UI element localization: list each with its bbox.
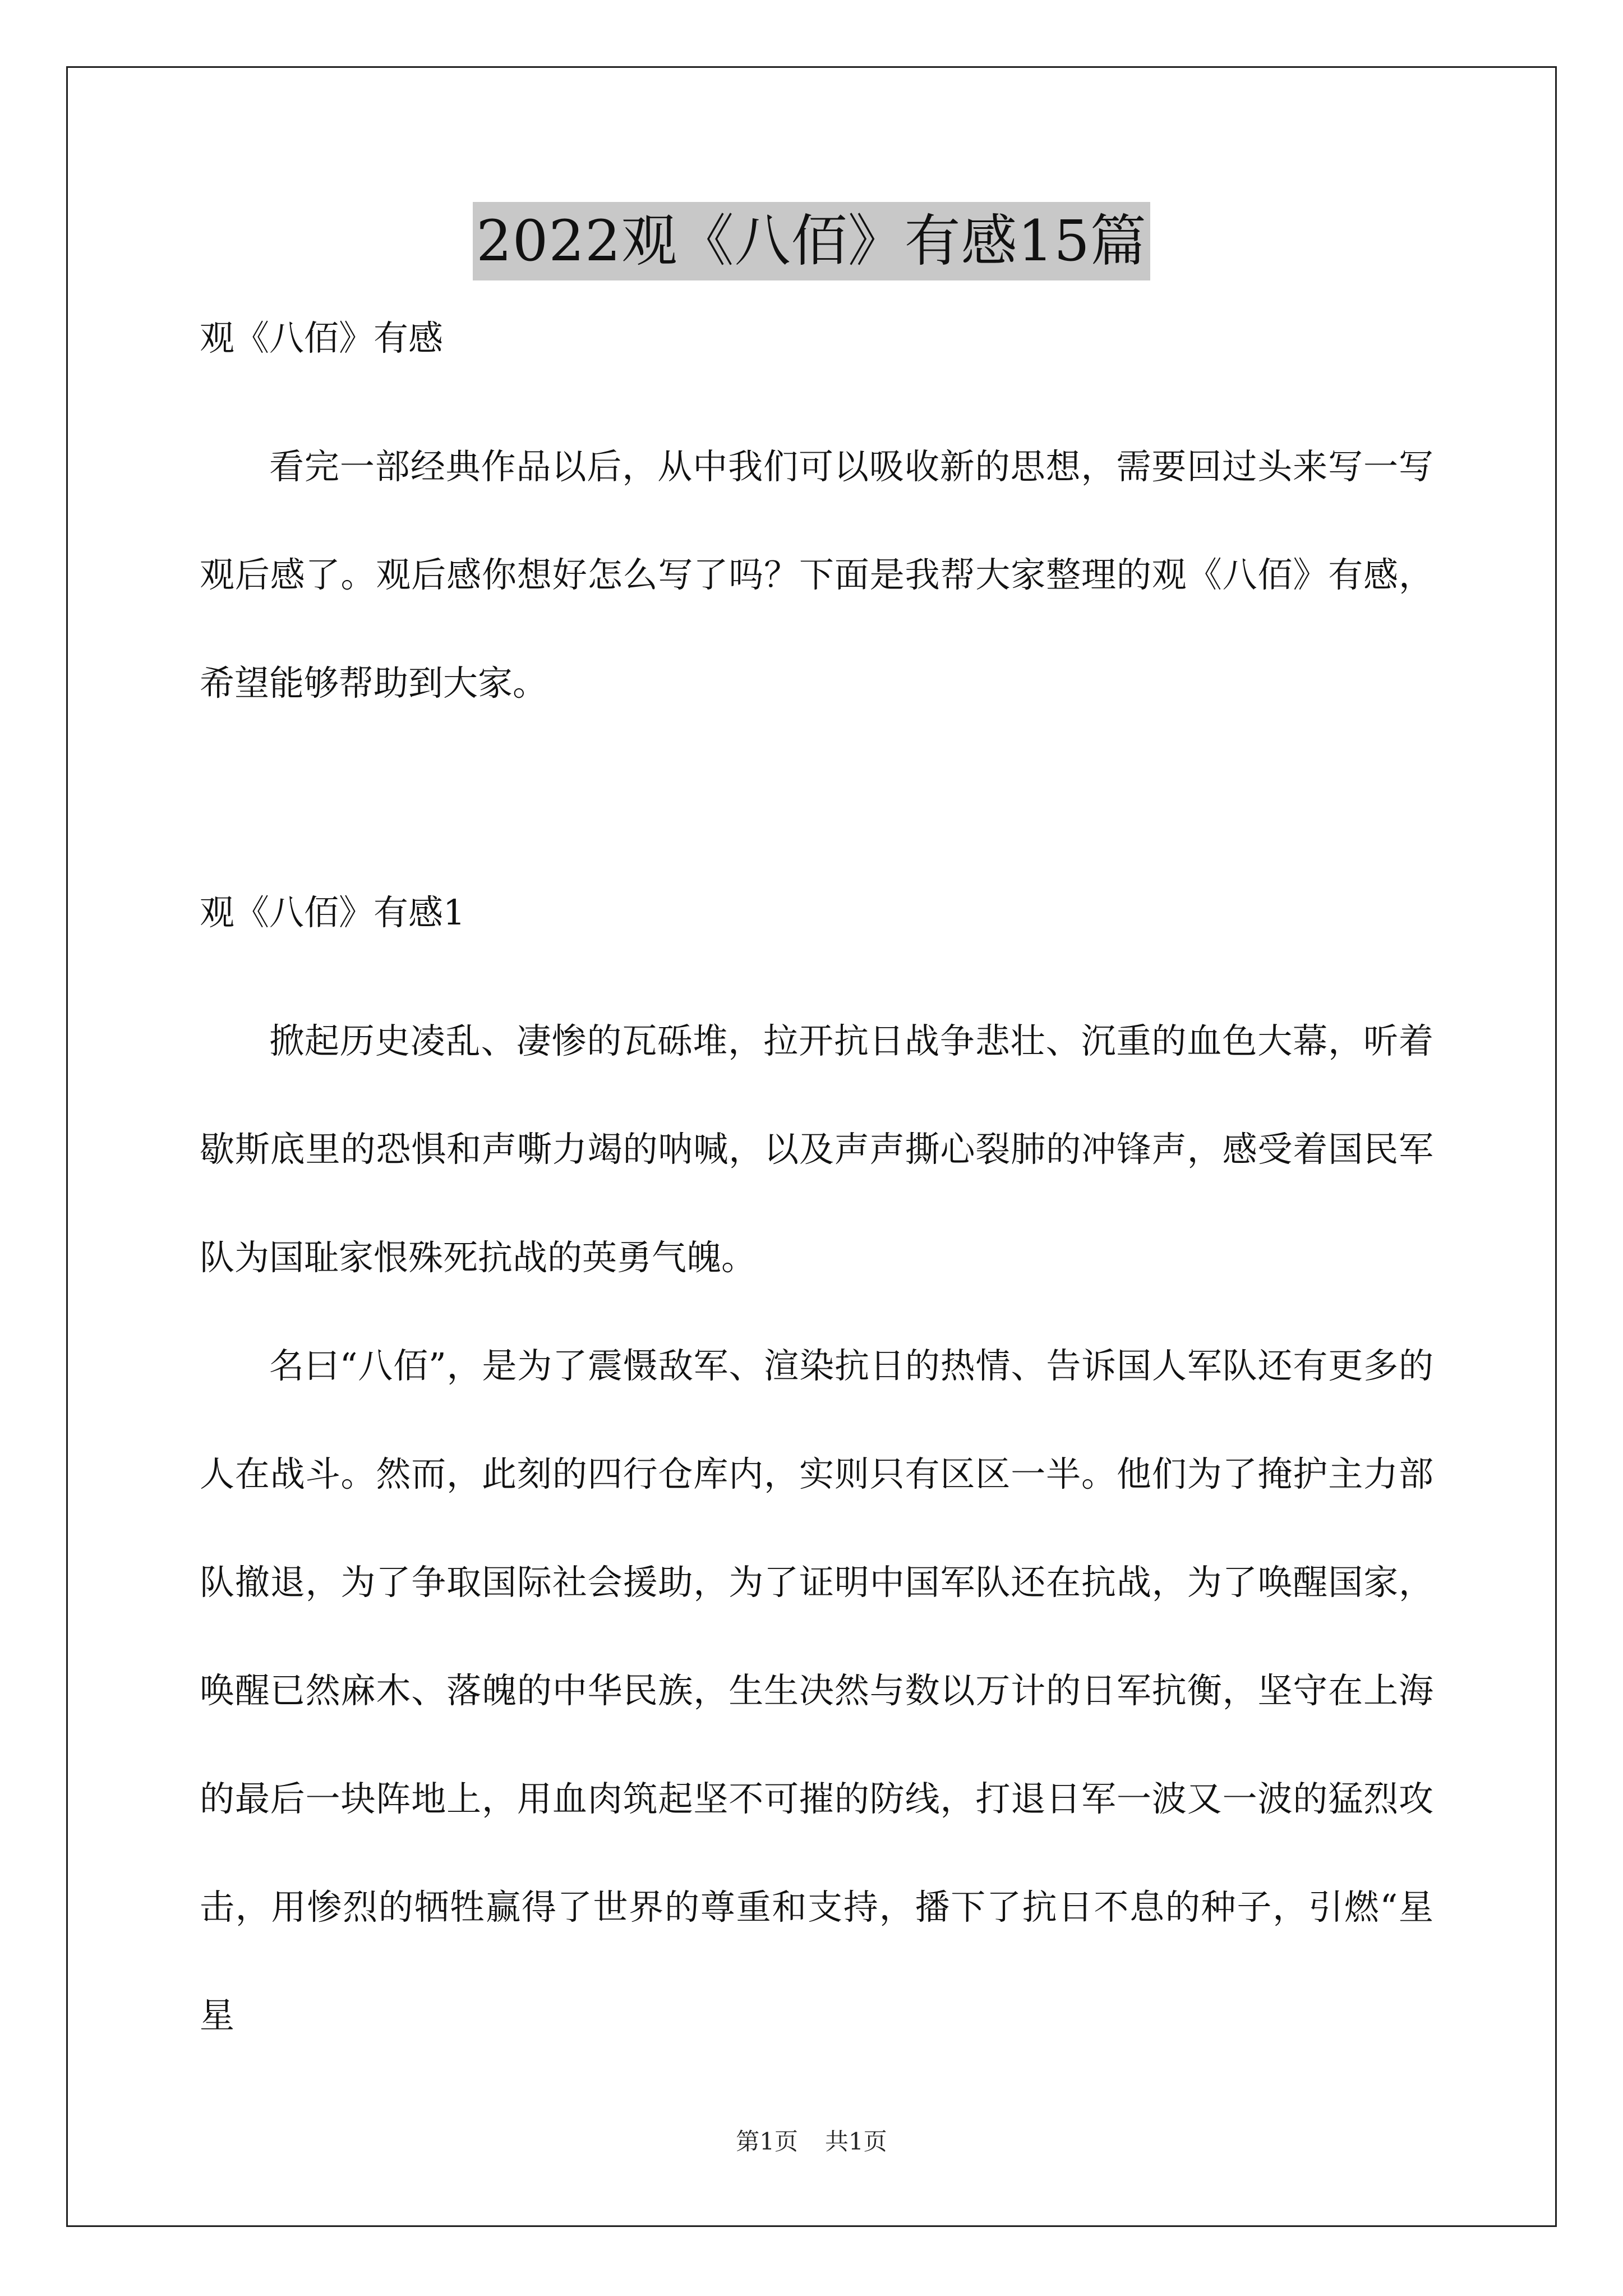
page-footer — [0, 2125, 1623, 2159]
title-container — [0, 202, 1623, 280]
section1-paragraph-1: 掀起历史凌乱、凄惨的瓦砾堆，拉开抗日战争悲壮、沉重的血色大幕，听着歇斯底里的恐惧和声嘶力竭的呐喊，以及声声撕心裂肺的冲锋声，感受着国民军队为国耻家恨殊死抗战的英勇气魄。 — [200, 1020, 1433, 1278]
page-total: 共1页 — [825, 2128, 887, 2155]
spacer — [200, 940, 1433, 987]
document-title: 2022观《八佰》有感15篇 — [473, 202, 1150, 280]
intro-paragraph: 看完一部经典作品以后，从中我们可以吸收新的思想，需要回过头来写一写观后感了。观后感你想好怎么写了吗？下面是我帮大家整理的观《八佰》有感，希望能够帮助到大家。 — [200, 446, 1433, 703]
document-body — [200, 311, 1433, 2069]
spacer — [200, 365, 1433, 412]
section1-heading: 观《八佰》有感1 — [200, 892, 465, 933]
spacer — [200, 737, 1433, 886]
page-number: 第1页 — [736, 2128, 798, 2155]
section1-paragraph-2: 名曰“八佰”，是为了震慑敌军、渲染抗日的热情、告诉国人军队还有更多的人在战斗。然而，此刻的四行仓库内，实则只有区区一半。他们为了掩护主力部队撤退，为了争取国际社会援助，为了证明中国军队还在抗战，为了唤醒国家，唤醒已然麻木、落魄的中华民族，生生决然与数以万计的日军抗衡，坚守在上海的最后一块阵地上，用血肉筑起坚不可摧的防线，打退日军一波又一波的猛烈攻击，用惨烈的牺牲赢得了世界的尊重和支持，播下了抗日不息的种子，引燃“星星 — [200, 1345, 1433, 2036]
intro-heading: 观《八佰》有感 — [200, 318, 444, 358]
